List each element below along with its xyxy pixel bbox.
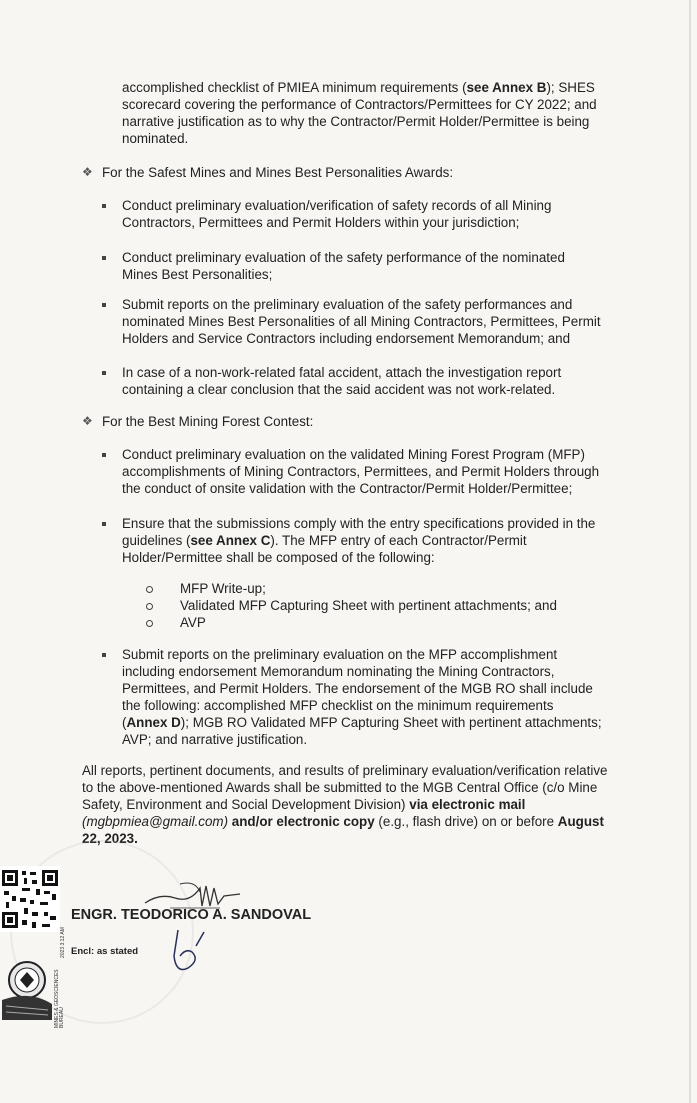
- intro-line-4: nominated.: [122, 131, 189, 146]
- via-electronic-mail: via electronic mail: [409, 797, 526, 812]
- closing-line-3a: Safety, Environment and Social Development Division): [82, 797, 406, 812]
- forest-item-2-line-2c: ). The MFP entry of each Contractor/Permit: [270, 533, 527, 548]
- qr-side-text: 2023 3:12 AM: [60, 927, 66, 958]
- forest-item-2-line-2a: guidelines (: [122, 533, 191, 548]
- safest-item-1-line-2: Contractors, Permittees and Permit Holders within your jurisdiction;: [122, 215, 520, 230]
- forest-item-1-line-2: accomplishments of Mining Contractors, Permittees, and Permit Holders through: [122, 464, 600, 479]
- safest-item-1: [122, 197, 634, 231]
- closing-line-4c: (e.g., flash drive) on or before: [378, 814, 555, 829]
- qr-code-icon: [0, 866, 60, 932]
- signatory-name: ENGR. TEODORICO A. SANDOVAL: [71, 907, 312, 923]
- enclosure-note: Encl: as stated: [71, 946, 139, 957]
- closing-line-2: to the above-mentioned Awards shall be submitted to the MGB Central Office (c/o Mine: [82, 780, 598, 795]
- intro-line-2: scorecard covering the performance of Contractors/Permittees for CY 2022; and: [122, 97, 597, 112]
- square-bullet-icon: [102, 453, 106, 457]
- intro-paragraph: [122, 79, 634, 147]
- mgb-logo-icon: [0, 960, 54, 1022]
- forest-item-1-line-1: Conduct preliminary evaluation on the validated Mining Forest Program (MFP): [122, 447, 585, 462]
- contact-email: (mgbpmiea@gmail.com): [82, 814, 229, 829]
- page-edge: [689, 0, 691, 1103]
- annex-b-reference: see Annex B: [466, 80, 547, 95]
- closing-paragraph: [82, 762, 634, 847]
- circle-bullet-icon: [146, 603, 153, 610]
- forest-item-1-line-3: the conduct of onsite validation with the Contractor/Permit Holder/Permittee;: [122, 481, 573, 496]
- forest-subitem-2: Validated MFP Capturing Sheet with pertinent attachments; and: [180, 598, 557, 613]
- safest-item-2-line-2: Mines Best Personalities;: [122, 267, 273, 282]
- square-bullet-icon: [102, 371, 106, 375]
- forest-item-3-line-5a: (: [122, 715, 127, 730]
- forest-item-1: [122, 446, 634, 497]
- deadline-month: August: [557, 814, 604, 829]
- annex-d-reference: Annex D: [126, 715, 181, 730]
- intro-line-1a: accomplished checklist of PMIEA minimum requirements (: [122, 80, 467, 95]
- safest-mines-heading: For the Safest Mines and Mines Best Personalities Awards:: [102, 165, 454, 180]
- safest-item-3-line-3: Holders and Service Contractors including endorsement Memorandum; and: [122, 331, 571, 346]
- deadline-date: 22, 2023.: [82, 831, 138, 846]
- square-bullet-icon: [102, 653, 106, 657]
- initials-scribble-icon: [166, 926, 208, 982]
- forest-item-2: [122, 515, 634, 566]
- square-bullet-icon: [102, 522, 106, 526]
- forest-heading: For the Best Mining Forest Contest:: [102, 414, 314, 429]
- safest-item-1-line-1: Conduct preliminary evaluation/verification of safety records of all Mining: [122, 198, 552, 213]
- diamond-bullet-icon: ❖: [82, 414, 93, 428]
- forest-item-3-line-4: the following: accomplished MFP checklist on the minimum requirements: [122, 698, 554, 713]
- intro-line-3: narrative justification as to why the Contractor/Permit Holder/Permittee is being: [122, 114, 590, 129]
- forest-subitem-1: MFP Write-up;: [180, 581, 266, 596]
- forest-item-3-line-6: AVP; and narrative justification.: [122, 732, 308, 747]
- electronic-copy: and/or electronic copy: [231, 814, 375, 829]
- diamond-bullet-icon: ❖: [82, 165, 93, 179]
- closing-line-1: All reports, pertinent documents, and results of preliminary evaluation/verification relative: [82, 763, 608, 778]
- square-bullet-icon: [102, 204, 106, 208]
- square-bullet-icon: [102, 303, 106, 307]
- forest-item-3-line-2: including endorsement Memorandum nominating the Mining Contractors,: [122, 664, 555, 679]
- forest-item-3-line-1: Submit reports on the preliminary evaluation on the MFP accomplishment: [122, 647, 558, 662]
- safest-item-4: [122, 364, 634, 398]
- safest-item-3-line-1: Submit reports on the preliminary evaluation of the safety performances and: [122, 297, 573, 312]
- safest-item-3-line-2: nominated Mines Best Personalities of all Mining Contractors, Permittees, Permit: [122, 314, 601, 329]
- safest-item-3: [122, 296, 634, 347]
- forest-item-3: [122, 646, 634, 748]
- forest-item-3-line-3: Permittees, and Permit Holders. The endorsement of the MGB RO shall include: [122, 681, 593, 696]
- forest-item-2-line-3: Holder/Permittee shall be composed of the following:: [122, 550, 435, 565]
- logo-side-text: MINES & GEOSCIENCES BUREAU: [54, 969, 65, 1028]
- circle-bullet-icon: [146, 620, 153, 627]
- circle-bullet-icon: [146, 586, 153, 593]
- safest-item-4-line-2: containing a clear conclusion that the said accident was not work-related.: [122, 382, 556, 397]
- annex-c-reference: see Annex C: [190, 533, 271, 548]
- safest-item-2-line-1: Conduct preliminary evaluation of the safety performance of the nominated: [122, 250, 565, 265]
- safest-item-4-line-1: In case of a non-work-related fatal accident, attach the investigation report: [122, 365, 562, 380]
- square-bullet-icon: [102, 256, 106, 260]
- forest-item-3-line-5c: ); MGB RO Validated MFP Capturing Sheet with pertinent attachments;: [180, 715, 602, 730]
- forest-item-2-line-1: Ensure that the submissions comply with the entry specifications provided in the: [122, 516, 596, 531]
- intro-line-1c: ); SHES: [546, 80, 595, 95]
- safest-item-2: [122, 249, 634, 283]
- forest-subitem-3: AVP: [180, 615, 206, 630]
